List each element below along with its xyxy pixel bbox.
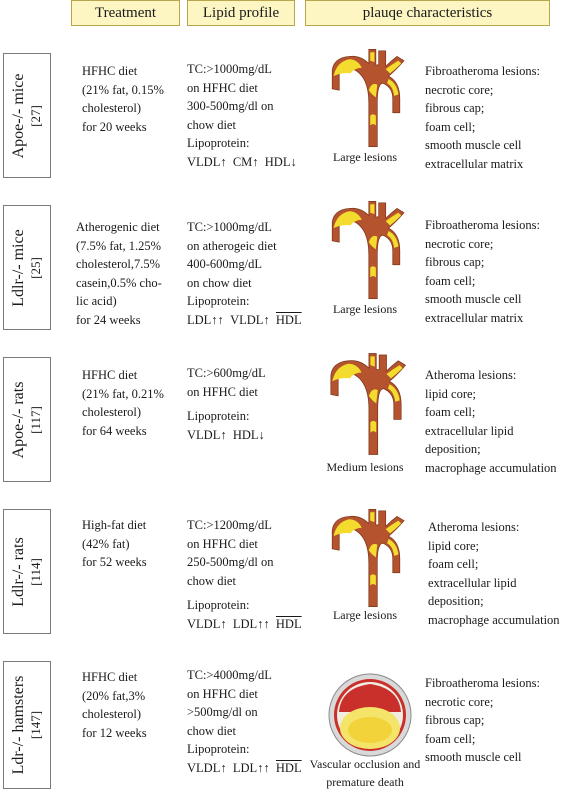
plaque-line: Fibroatheroma lesions: [425,218,540,232]
model-reference: [117] [28,405,43,434]
lipid-line: 300-500mg/dl on [187,99,274,113]
plaque-line: fibrous cap; [425,101,485,115]
treatment-line: (21% fat, 0.21% [82,386,164,401]
aortic-arch-illustration [316,48,416,148]
plaque-characteristics-text [425,674,540,767]
plaque-line: fibrous cap; [425,255,485,269]
model-reference: [27] [28,104,43,127]
plaque-line: foam cell; [425,405,476,419]
lesion-outcome-line: Vascular occlusion and [309,757,421,771]
model-name: Ldlr-/- rats [10,536,27,607]
lipid-line: chow diet [187,117,236,132]
treatment-line: for 24 weeks [76,312,141,327]
lipoprotein-values [187,153,297,172]
lipid-line: chow diet [187,723,236,738]
lipid-profile-text [187,364,266,444]
lipo-hdl: HDL↓ [232,427,265,442]
treatment-line: for 52 weeks [82,555,147,569]
plaque-line: necrotic core; [425,82,494,97]
model-reference: [114] [28,557,43,586]
lipoprotein-values [187,615,302,634]
model-name: Ldlr-/- mice [10,228,27,307]
model-name: Apoe-/- rats [10,381,27,458]
lipid-line: on HFHC diet [187,536,258,551]
plaque-line: foam cell; [425,273,476,288]
treatment-line: (21% fat, 0.15% [82,82,164,97]
lipoprotein-label: Lipoprotein: [187,136,250,150]
lesion-size-caption: Large lesions [332,150,398,164]
plaque-line: macrophage accumulation [428,612,560,627]
plaque-line: smooth muscle cell [425,750,522,764]
plaque-characteristics-text [428,518,560,629]
treatment-line: cholesterol,7.5% [76,257,161,271]
aortic-arch-illustration [316,508,416,608]
model-box [3,357,51,482]
treatment-line: (20% fat,3% [82,688,146,703]
lipo-ldl: LDL↑↑ [187,312,224,327]
plaque-line: extracellular lipid [425,423,514,438]
header-treatment: Treatment [71,0,180,26]
plaque-line: foam cell; [425,731,476,746]
lipoprotein-label: Lipoprotein: [187,598,250,612]
lipid-line: on HFHC diet [187,80,258,95]
plaque-line: deposition; [428,594,484,608]
lipid-profile-text [187,60,297,171]
plaque-line: Atheroma lesions: [425,368,517,382]
lipid-line: on atherogeic diet [187,238,277,253]
treatment-line: for 20 weeks [82,119,147,134]
lipid-line: TC:>4000mg/dL [187,668,272,682]
plaque-line: Fibroatheroma lesions: [425,64,540,78]
model-reference: [147] [28,710,43,740]
plaque-line: necrotic core; [425,694,494,709]
lipo-vldl: VLDL↑ [187,616,227,631]
lesion-outcome-caption [300,755,430,791]
lipid-line: TC:>1000mg/dL [187,220,272,234]
treatment-line: (7.5% fat, 1.25% [76,238,162,253]
plaque-line: foam cell; [428,557,479,571]
lipo-vldl: VLDL↑ [230,312,270,327]
plaque-line: necrotic core; [425,236,494,251]
lipoprotein-values [187,759,302,778]
treatment-text [76,218,162,329]
plaque-line: Atheroma lesions: [428,520,520,534]
aortic-arch-illustration [312,352,420,456]
treatment-line: for 12 weeks [82,725,147,740]
model-box [3,509,51,634]
treatment-line: HFHC diet [82,670,138,684]
plaque-line: lipid core; [425,386,477,401]
plaque-characteristics-text [425,62,540,173]
lipo-vldl: VLDL↑ [187,154,227,169]
lesion-size-caption: Large lesions [332,302,398,316]
treatment-text [82,668,147,742]
lipid-line: TC:>1200mg/dL [187,518,272,532]
plaque-line: Fibroatheroma lesions: [425,676,540,690]
treatment-text [82,62,164,136]
lipid-line: 250-500mg/dl on [187,555,274,569]
plaque-line: extracellular lipid [428,575,517,590]
lipid-line: on chow diet [187,275,252,290]
lipid-line: chow diet [187,573,236,588]
lipid-profile-text [187,218,302,329]
plaque-line: fibrous cap; [425,713,485,727]
lipo-hdl: $\overline{HDL}$ [275,312,302,327]
lipo-ldl: LDL↑↑ [232,760,270,775]
lipoprotein-label: Lipoprotein: [187,742,250,756]
lipo-vldl: VLDL↑ [187,760,227,775]
lipo-cm: CM↑ [232,154,259,169]
lipo-ldl: LDL↑↑ [232,616,270,631]
aortic-arch-illustration [316,200,416,300]
treatment-line: for 64 weeks [82,423,147,438]
lesion-size-caption: Medium lesions [326,460,404,474]
vessel-cross-section-illustration [327,672,413,758]
lipoprotein-values [187,426,266,445]
header-lipid-profile: Lipid profile [187,0,295,26]
lipid-line: TC:>1000mg/dL [187,62,272,76]
lipo-hdl: $\overline{HDL}$ [275,760,302,775]
lipo-vldl: VLDL↑ [187,427,227,442]
lipoprotein-label: Lipoprotein: [187,294,250,308]
plaque-line: smooth muscle cell [425,138,522,152]
plaque-characteristics-text [425,366,557,477]
treatment-line: cholesterol) [82,405,142,419]
treatment-line: lic acid) [76,294,117,308]
lipid-profile-text [187,666,302,777]
model-box [3,661,51,789]
lipoprotein-values [187,311,302,330]
plaque-line: smooth muscle cell [425,292,522,306]
model-box [3,53,51,178]
plaque-line: macrophage accumulation [425,460,557,475]
treatment-line: cholesterol) [82,101,142,115]
lipid-line: >500mg/dl on [187,705,258,719]
plaque-line: extracellular matrix [425,156,524,171]
lesion-size-caption: Large lesions [332,608,398,622]
lipoprotein-label: Lipoprotein: [187,409,250,423]
model-box [3,205,51,330]
lipid-line: 400-600mg/dL [187,257,262,271]
lipo-hdl: HDL↓ [264,154,297,169]
treatment-line: HFHC diet [82,368,138,382]
treatment-line: HFHC diet [82,64,138,78]
treatment-line: High-fat diet [82,518,147,532]
model-reference: [25] [28,256,43,279]
plaque-line: extracellular matrix [425,310,524,325]
treatment-text [82,366,164,440]
lipo-hdl: $\overline{HDL}$ [275,616,302,631]
treatment-text [82,516,147,572]
model-name: Apoe-/- mice [10,73,27,158]
treatment-line: cholesterol) [82,707,142,721]
lipid-line: on HFHC diet [187,686,258,701]
plaque-line: lipid core; [428,538,480,553]
lipid-line: on HFHC diet [187,384,258,399]
treatment-line: (42% fat) [82,536,130,551]
plaque-line: deposition; [425,442,481,456]
treatment-line: casein,0.5% cho- [76,275,162,290]
header-plaque-characteristics: plauqe characteristics [305,0,550,26]
lipid-line: TC:>600mg/dL [187,366,266,380]
treatment-line: Atherogenic diet [76,220,160,234]
lesion-outcome-line: premature death [326,775,404,789]
lipid-profile-text [187,516,302,633]
plaque-line: foam cell; [425,119,476,134]
plaque-characteristics-text [425,216,540,327]
model-name: Ldr-/- hamsters [10,675,27,775]
